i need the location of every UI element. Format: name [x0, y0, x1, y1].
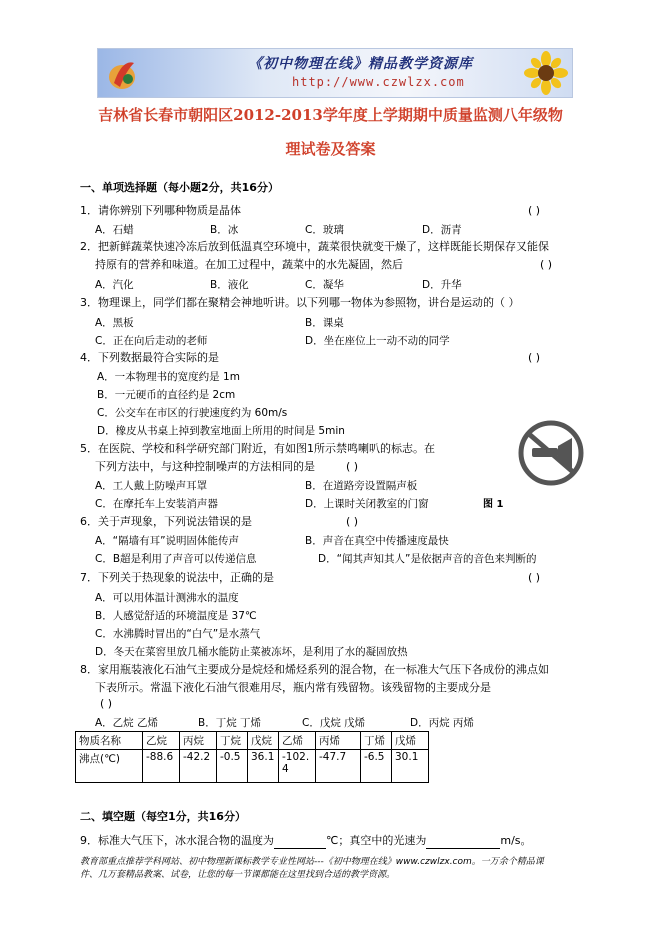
footer-line1: 教育部重点推荐学科网站、初中物理新课标教学专业性网站---《初中物理在线》www.czwlzx.com。一万余个精品课	[80, 857, 544, 867]
question-3-stem: 3．物理课上，同学们都在聚精会神地听讲。以下列哪一物体为参照物，讲台是运动的（ ）	[80, 296, 520, 309]
question-6-option-d: D．“闻其声知其人”是依据声音的音色来判断的	[318, 553, 537, 565]
answer-blank-light-speed[interactable]	[426, 834, 500, 849]
footer-line2: 件、几万套精品教案、试卷，让您的每一节课都能在这里找到合适的教学资源。	[80, 870, 396, 880]
question-5-answer-paren: ( )	[346, 460, 359, 473]
table-cell: 物质名称	[76, 732, 143, 750]
question-9	[80, 834, 532, 849]
sunflower-icon	[524, 51, 568, 95]
table-cell: 戊烷	[248, 732, 279, 750]
no-horn-sign-icon	[514, 420, 588, 486]
question-1-answer-paren: ( )	[528, 204, 541, 217]
question-5-stem-line1: 5．在医院、学校和科学研究部门附近，有如图1所示禁鸣喇叭的标志。在	[80, 442, 435, 455]
question-6-option-c: C．B超是利用了声音可以传递信息	[95, 553, 257, 565]
question-8-answer-paren: ( )	[100, 697, 113, 710]
question-2-answer-paren: ( )	[540, 258, 553, 271]
question-3-option-a: A．黑板	[95, 317, 134, 329]
question-5-stem-line2: 下列方法中，与这种控制噪声的方法相同的是	[95, 460, 315, 473]
table-cell: 乙烷	[143, 732, 180, 750]
question-5-option-b: B．在道路旁设置隔声板	[305, 480, 418, 492]
question-8-option-b: B．丁烷 丁烯	[198, 717, 262, 729]
page-title-line2: 理试卷及答案	[285, 140, 376, 158]
table-cell: -102.4	[279, 750, 316, 783]
question-9-text-b: ℃；真空中的光速为	[326, 834, 427, 847]
table-cell: 丁烷	[217, 732, 248, 750]
question-5-option-c: C．在摩托车上安装消声器	[95, 498, 218, 510]
question-2-option-c: C．凝华	[305, 279, 344, 291]
table-cell: -0.5	[217, 750, 248, 783]
table-row	[76, 732, 429, 750]
question-8-option-c: C．戊烷 戊烯	[302, 717, 366, 729]
question-4-option-c: C．公交车在市区的行驶速度约为 60m/s	[97, 407, 288, 419]
table-cell: 丙烯	[316, 732, 361, 750]
question-1-option-d: D．沥青	[422, 224, 462, 236]
question-9-text-a: 9．标准大气压下，冰水混合物的温度为	[80, 834, 274, 847]
banner-url[interactable]: http://www.czwlzx.com	[292, 75, 465, 89]
question-1-option-b: B．冰	[210, 224, 239, 236]
question-3-option-d: D．坐在座位上一动不动的同学	[305, 335, 450, 347]
table-cell: 乙烯	[279, 732, 316, 750]
question-1-option-a: A．石蜡	[95, 224, 134, 236]
question-3-option-b: B．课桌	[305, 317, 344, 329]
question-4-stem: 4．下列数据最符合实际的是	[80, 351, 219, 364]
question-4-option-b: B．一元硬币的直径约是 2cm	[97, 389, 236, 401]
question-5-option-a: A．工人戴上防噪声耳罩	[95, 480, 208, 492]
question-7-stem: 7．下列关于热现象的说法中，正确的是	[80, 571, 274, 584]
question-6-stem: 6．关于声现象，下列说法错误的是	[80, 515, 252, 528]
question-6-option-b: B．声音在真空中传播速度最快	[305, 535, 449, 547]
question-4-option-a: A．一本物理书的宽度约是 1m	[97, 371, 240, 383]
question-7-option-d: D．冬天在菜窖里放几桶水能防止菜被冻坏，是利用了水的凝固放热	[95, 646, 408, 658]
question-4-answer-paren: ( )	[528, 351, 541, 364]
boiling-point-table	[75, 731, 429, 783]
header-banner	[97, 48, 573, 98]
question-1-option-c: C．玻璃	[305, 224, 344, 236]
answer-blank-temperature[interactable]	[274, 834, 326, 849]
question-2-stem-line1: 2．把新鲜蔬菜快速冷冻后放到低温真空环境中，蔬菜很快就变干燥了，这样既能长期保存又能保	[80, 240, 549, 253]
table-cell: 沸点(℃)	[76, 750, 143, 783]
table-cell: -88.6	[143, 750, 180, 783]
question-7-option-c: C．水沸腾时冒出的“白气”是水蒸气	[95, 628, 261, 640]
question-2-option-a: A．汽化	[95, 279, 134, 291]
question-9-text-c: m/s。	[500, 834, 532, 847]
question-2-stem-line2: 持原有的营养和味道。在加工过程中，蔬菜中的水先凝固，然后	[95, 258, 403, 271]
table-row	[76, 750, 429, 783]
table-cell: -6.5	[361, 750, 392, 783]
banner-title: 《初中物理在线》精品教学资源库	[248, 56, 473, 72]
table-cell: 丙烷	[180, 732, 217, 750]
question-6-answer-paren: ( )	[346, 515, 359, 528]
question-1-stem: 1．请你辨别下列哪种物质是晶体	[80, 204, 241, 217]
section-heading-fill: 二、填空题（每空1分，共16分）	[80, 810, 246, 823]
question-7-answer-paren: ( )	[528, 571, 541, 584]
question-2-option-b: B．液化	[210, 279, 249, 291]
question-4-option-d: D．橡皮从书桌上掉到教室地面上所用的时间是 5min	[97, 425, 345, 437]
question-7-option-b: B．人感觉舒适的环境温度是 37℃	[95, 610, 257, 622]
table-cell: 30.1	[392, 750, 429, 783]
table-cell: -47.7	[316, 750, 361, 783]
table-cell: 36.1	[248, 750, 279, 783]
page-title-line1: 吉林省长春市朝阳区2012-2013学年度上学期期中质量监测八年级物	[98, 106, 563, 124]
figure-1-label: 图 1	[483, 499, 504, 510]
question-5-option-d: D．上课时关闭教室的门窗	[305, 498, 429, 510]
question-2-option-d: D．升华	[422, 279, 462, 291]
site-logo-icon	[106, 53, 140, 93]
question-6-option-a: A．“隔墙有耳”说明固体能传声	[95, 535, 240, 547]
question-7-option-a: A．可以用体温计测沸水的温度	[95, 592, 239, 604]
question-8-stem-line2: 下表所示。常温下液化石油气很难用尽，瓶内常有残留物。该残留物的主要成分是	[95, 681, 491, 694]
table-cell: 戊烯	[392, 732, 429, 750]
section-heading-choice: 一、单项选择题（每小题2分，共16分）	[80, 181, 279, 194]
question-8-option-d: D．丙烷 丙烯	[410, 717, 474, 729]
question-3-option-c: C．正在向后走动的老师	[95, 335, 208, 347]
table-cell: -42.2	[180, 750, 217, 783]
question-8-stem-line1: 8．家用瓶装液化石油气主要成分是烷烃和烯烃系列的混合物，在一标准大气压下各成份的沸点如	[80, 663, 549, 676]
table-cell: 丁烯	[361, 732, 392, 750]
question-8-option-a: A．乙烷 乙烯	[95, 717, 159, 729]
